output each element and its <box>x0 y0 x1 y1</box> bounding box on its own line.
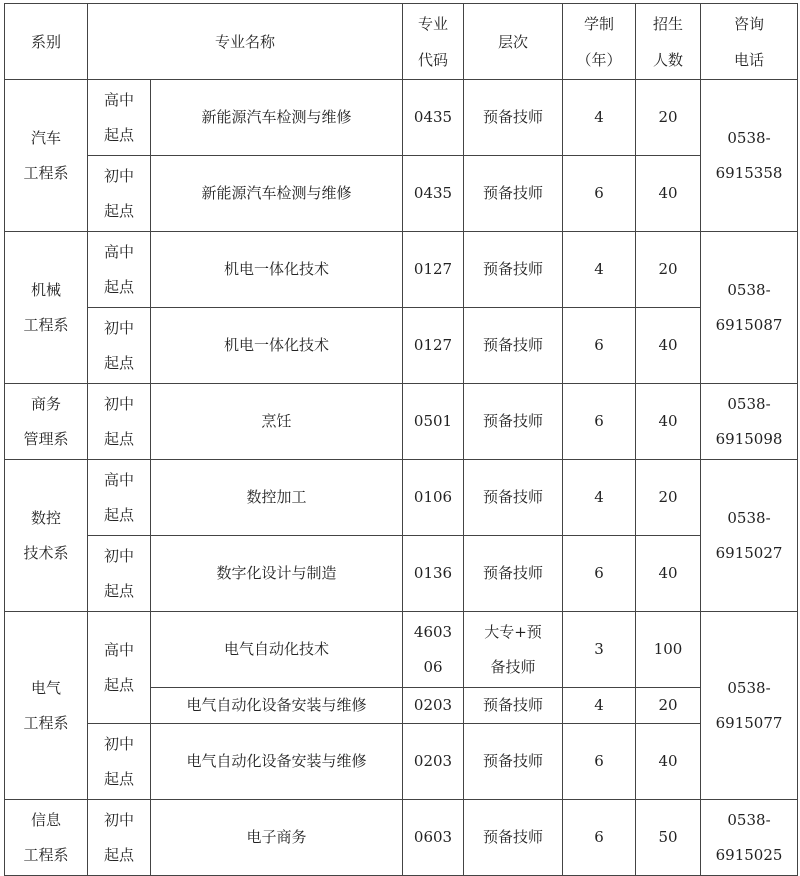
major-code: 0435 <box>403 156 464 232</box>
enroll-count: 20 <box>636 80 701 156</box>
level: 预备技师 <box>464 80 563 156</box>
header-code: 专业 代码 <box>403 4 464 80</box>
major-code: 0435 <box>403 80 464 156</box>
table-row <box>5 800 798 876</box>
years: 6 <box>563 536 636 612</box>
major-name: 机电一体化技术 <box>151 232 403 308</box>
level: 预备技师 <box>464 232 563 308</box>
level: 预备技师 <box>464 384 563 460</box>
dept-name: 机械 工程系 <box>5 232 88 384</box>
enroll-count: 40 <box>636 724 701 800</box>
table-row <box>5 232 798 308</box>
table-row <box>5 612 798 688</box>
years: 4 <box>563 80 636 156</box>
major-name: 电气自动化技术 <box>151 612 403 688</box>
level: 预备技师 <box>464 308 563 384</box>
dept-phone: 0538- 6915027 <box>701 460 798 612</box>
major-name: 电气自动化设备安装与维修 <box>151 688 403 724</box>
table-row <box>5 460 798 536</box>
major-code: 0106 <box>403 460 464 536</box>
table-row <box>5 156 798 232</box>
major-code: 0136 <box>403 536 464 612</box>
dept-name: 数控 技术系 <box>5 460 88 612</box>
major-code: 4603 06 <box>403 612 464 688</box>
major-name: 电子商务 <box>151 800 403 876</box>
enroll-count: 20 <box>636 688 701 724</box>
dept-phone: 0538- 6915025 <box>701 800 798 876</box>
dept-name: 信息 工程系 <box>5 800 88 876</box>
years: 6 <box>563 308 636 384</box>
start-level: 高中 起点 <box>88 460 151 536</box>
major-code: 0603 <box>403 800 464 876</box>
header-phone: 咨询 电话 <box>701 4 798 80</box>
start-level: 高中 起点 <box>88 80 151 156</box>
header-level: 层次 <box>464 4 563 80</box>
years: 6 <box>563 800 636 876</box>
start-level: 初中 起点 <box>88 536 151 612</box>
start-level: 高中 起点 <box>88 612 151 724</box>
start-level: 初中 起点 <box>88 800 151 876</box>
enroll-count: 50 <box>636 800 701 876</box>
major-code: 0203 <box>403 688 464 724</box>
dept-phone: 0538- 6915087 <box>701 232 798 384</box>
start-level: 初中 起点 <box>88 308 151 384</box>
level: 大专+预 备技师 <box>464 612 563 688</box>
enroll-count: 20 <box>636 460 701 536</box>
table-row <box>5 724 798 800</box>
table-row <box>5 536 798 612</box>
level: 预备技师 <box>464 460 563 536</box>
major-name: 机电一体化技术 <box>151 308 403 384</box>
header-years: 学制 （年） <box>563 4 636 80</box>
start-level: 初中 起点 <box>88 156 151 232</box>
dept-phone: 0538- 6915098 <box>701 384 798 460</box>
dept-name: 汽车 工程系 <box>5 80 88 232</box>
years: 4 <box>563 232 636 308</box>
years: 6 <box>563 156 636 232</box>
major-name: 数控加工 <box>151 460 403 536</box>
major-name: 数字化设计与制造 <box>151 536 403 612</box>
dept-phone: 0538- 6915358 <box>701 80 798 232</box>
start-level: 初中 起点 <box>88 724 151 800</box>
header-enroll: 招生 人数 <box>636 4 701 80</box>
level: 预备技师 <box>464 724 563 800</box>
enroll-count: 40 <box>636 308 701 384</box>
enroll-count: 20 <box>636 232 701 308</box>
header-major: 专业名称 <box>88 4 403 80</box>
table-row <box>5 80 798 156</box>
start-level: 高中 起点 <box>88 232 151 308</box>
enroll-count: 40 <box>636 384 701 460</box>
table-row <box>5 384 798 460</box>
table-row <box>5 308 798 384</box>
major-code: 0203 <box>403 724 464 800</box>
major-code: 0127 <box>403 308 464 384</box>
level: 预备技师 <box>464 800 563 876</box>
dept-phone: 0538- 6915077 <box>701 612 798 800</box>
major-name: 新能源汽车检测与维修 <box>151 80 403 156</box>
enroll-count: 40 <box>636 156 701 232</box>
dept-name: 商务 管理系 <box>5 384 88 460</box>
dept-name: 电气 工程系 <box>5 612 88 800</box>
years: 4 <box>563 460 636 536</box>
enroll-count: 100 <box>636 612 701 688</box>
enroll-count: 40 <box>636 536 701 612</box>
level: 预备技师 <box>464 156 563 232</box>
major-code: 0127 <box>403 232 464 308</box>
table-header-row <box>5 4 798 80</box>
years: 6 <box>563 724 636 800</box>
major-name: 烹饪 <box>151 384 403 460</box>
years: 6 <box>563 384 636 460</box>
years: 3 <box>563 612 636 688</box>
enrollment-table <box>4 3 798 876</box>
major-name: 电气自动化设备安装与维修 <box>151 724 403 800</box>
start-level: 初中 起点 <box>88 384 151 460</box>
major-code: 0501 <box>403 384 464 460</box>
level: 预备技师 <box>464 688 563 724</box>
years: 4 <box>563 688 636 724</box>
header-dept: 系别 <box>5 4 88 80</box>
level: 预备技师 <box>464 536 563 612</box>
major-name: 新能源汽车检测与维修 <box>151 156 403 232</box>
